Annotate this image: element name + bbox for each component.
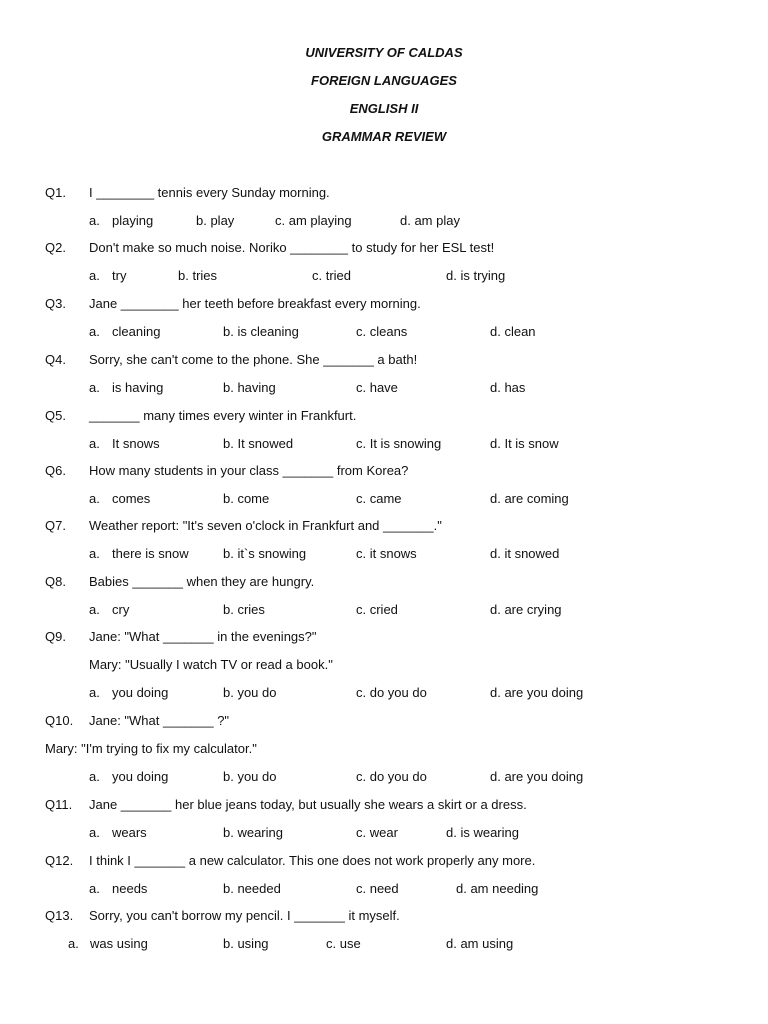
option-d: d. clean [490,324,536,339]
question-text: Jane ________ her teeth before breakfast every morning. [89,296,421,311]
option-b: b. having [223,380,276,395]
option-a: cleaning [112,324,161,339]
option-c: c. tried [312,268,352,283]
option-b: b. play [196,213,235,228]
option-b: b. It snowed [223,436,294,451]
option-a: is having [112,380,164,395]
option-a-letter: a. [89,324,100,339]
option-c: c. use [326,936,361,951]
course-title: ENGLISH II [349,101,419,116]
option-a: try [112,268,127,283]
option-a: you doing [112,769,169,784]
question-label: Q10. [45,713,74,728]
option-a: you doing [112,685,169,700]
option-c: c. have [356,380,398,395]
question-text: _______ many times every winter in Frankfurt. [89,408,357,423]
option-b: b. needed [223,881,281,896]
option-a-letter: a. [68,936,79,951]
question-label: Q11. [45,797,73,812]
question-text: Babies _______ when they are hungry. [89,574,315,589]
option-a: comes [112,491,151,506]
option-c: c. It is snowing [356,436,442,451]
option-c: c. cried [356,602,398,617]
option-d: d. it snowed [490,546,560,561]
option-d: d. is trying [446,268,506,283]
option-a: needs [112,881,148,896]
question-text: Sorry, she can't come to the phone. She _______ a bath! [89,352,418,367]
question-text: Don't make so much noise. Noriko ________ to study for her ESL test! [89,240,495,255]
option-d: d. is wearing [446,825,519,840]
question-text: How many students in your class _______ from Korea? [89,463,409,478]
option-b: b. is cleaning [223,324,299,339]
question-label: Q5. [45,408,66,423]
question-text: I think I _______ a new calculator. This one does not work properly any more. [89,853,536,868]
option-a: playing [112,213,154,228]
option-a-letter: a. [89,602,100,617]
option-d: d. It is snow [490,436,559,451]
question-label: Q13. [45,908,74,923]
question-label: Q8. [45,574,66,589]
option-a-letter: a. [89,491,100,506]
option-c: c. came [356,491,402,506]
option-d: d. am using [446,936,514,951]
option-a-letter: a. [89,881,100,896]
question-label: Q1. [45,185,66,200]
question-label: Q3. [45,296,66,311]
question-label: Q9. [45,629,66,644]
option-d: d. has [490,380,526,395]
option-a: was using [90,936,148,951]
option-c: c. do you do [356,685,427,700]
option-a: wears [112,825,147,840]
question-label: Q6. [45,463,66,478]
option-a: cry [112,602,130,617]
option-d: d. am play [400,213,460,228]
question-text-response: Mary: "Usually I watch TV or read a book." [89,657,333,672]
option-a: there is snow [112,546,189,561]
option-d: d. are you doing [490,685,584,700]
option-d: d. am needing [456,881,539,896]
university-title: UNIVERSITY OF CALDAS [305,45,463,60]
document-title: GRAMMAR REVIEW [321,129,447,144]
question-label: Q2. [45,240,66,255]
question-text: Jane: "What _______ in the evenings?" [89,629,317,644]
option-a-letter: a. [89,685,100,700]
question-text-response: Mary: "I'm trying to fix my calculator." [45,741,257,756]
option-b: b. come [223,491,270,506]
question-text: Sorry, you can't borrow my pencil. I _______ it myself. [89,908,400,923]
option-a-letter: a. [89,436,100,451]
option-b: b. cries [223,602,265,617]
option-d: d. are you doing [490,769,584,784]
option-b: b. it`s snowing [223,546,307,561]
question-label: Q7. [45,518,66,533]
option-b: b. using [223,936,269,951]
question-text: I ________ tennis every Sunday morning. [89,185,330,200]
option-d: d. are crying [490,602,562,617]
option-a-letter: a. [89,268,100,283]
option-a-letter: a. [89,769,100,784]
question-text: Weather report: "It's seven o'clock in Frankfurt and _______." [89,518,442,533]
option-d: d. are coming [490,491,569,506]
option-c: c. cleans [356,324,408,339]
option-b: b. wearing [223,825,283,840]
department-title: FOREIGN LANGUAGES [311,73,457,88]
option-a-letter: a. [89,380,100,395]
option-a-letter: a. [89,825,100,840]
option-b: b. you do [223,685,277,700]
option-a-letter: a. [89,213,100,228]
option-b: b. tries [178,268,218,283]
question-text: Jane: "What _______ ?" [89,713,230,728]
option-c: c. am playing [275,213,352,228]
option-c: c. need [356,881,399,896]
option-a-letter: a. [89,546,100,561]
question-label: Q12. [45,853,74,868]
option-a: It snows [112,436,160,451]
option-b: b. you do [223,769,277,784]
question-text: Jane _______ her blue jeans today, but usually she wears a skirt or a dress. [89,797,527,812]
question-label: Q4. [45,352,66,367]
option-c: c. wear [356,825,398,840]
option-c: c. it snows [356,546,417,561]
option-c: c. do you do [356,769,427,784]
